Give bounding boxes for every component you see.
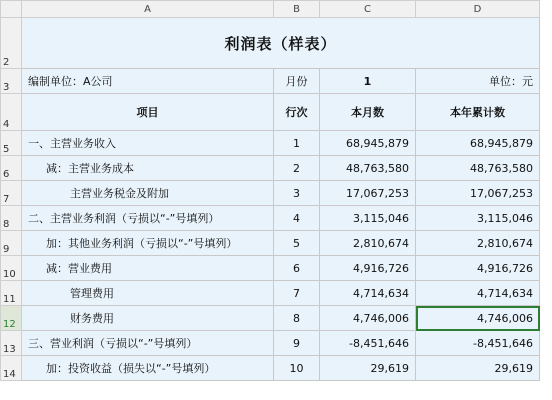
row-header[interactable]: 11 — [1, 281, 22, 306]
table-row — [1, 306, 540, 331]
ytd-cell[interactable]: 4,916,726 — [416, 256, 540, 281]
month-cell[interactable]: 2,810,674 — [320, 231, 416, 256]
line-cell[interactable]: 4 — [274, 206, 320, 231]
month-cell[interactable]: 3,115,046 — [320, 206, 416, 231]
line-cell[interactable]: 7 — [274, 281, 320, 306]
header-item-cell[interactable]: 项目 — [22, 94, 274, 131]
row-header[interactable]: 3 — [1, 69, 22, 94]
info-row — [1, 69, 540, 94]
ytd-cell[interactable]: 29,619 — [416, 356, 540, 381]
month-cell[interactable]: 68,945,879 — [320, 131, 416, 156]
item-cell[interactable]: 减：营业费用 — [22, 256, 274, 281]
item-cell[interactable]: 加：其他业务利润（亏损以“-”号填列） — [22, 231, 274, 256]
row-header[interactable]: 12 — [1, 306, 22, 331]
table-row — [1, 131, 540, 156]
month-cell[interactable]: 48,763,580 — [320, 156, 416, 181]
ytd-cell[interactable]: 2,810,674 — [416, 231, 540, 256]
ytd-cell[interactable]: 3,115,046 — [416, 206, 540, 231]
row-header[interactable]: 7 — [1, 181, 22, 206]
line-cell[interactable]: 1 — [274, 131, 320, 156]
row-header[interactable]: 4 — [1, 94, 22, 131]
month-cell[interactable]: -8,451,646 — [320, 331, 416, 356]
table-row — [1, 231, 540, 256]
table-header-row — [1, 94, 540, 131]
line-cell[interactable]: 6 — [274, 256, 320, 281]
table-row — [1, 256, 540, 281]
row-header[interactable]: 6 — [1, 156, 22, 181]
item-cell[interactable]: 管理费用 — [22, 281, 274, 306]
column-header-d[interactable]: D — [416, 1, 540, 18]
ytd-cell[interactable]: 48,763,580 — [416, 156, 540, 181]
month-cell[interactable]: 17,067,253 — [320, 181, 416, 206]
row-header[interactable]: 14 — [1, 356, 22, 381]
sheet-title-cell[interactable]: 利润表（样表） — [22, 18, 540, 69]
item-cell[interactable]: 减：主营业务成本 — [22, 156, 274, 181]
table-row — [1, 206, 540, 231]
month-cell[interactable]: 4,916,726 — [320, 256, 416, 281]
select-all-corner[interactable] — [1, 1, 22, 18]
ytd-cell[interactable]: -8,451,646 — [416, 331, 540, 356]
column-header-a[interactable]: A — [22, 1, 274, 18]
line-cell[interactable]: 3 — [274, 181, 320, 206]
item-cell[interactable]: 财务费用 — [22, 306, 274, 331]
table-row — [1, 356, 540, 381]
unit-cell[interactable]: 单位：元 — [416, 69, 540, 94]
ytd-cell[interactable]: 4,714,634 — [416, 281, 540, 306]
line-cell[interactable]: 8 — [274, 306, 320, 331]
column-header-b[interactable]: B — [274, 1, 320, 18]
ytd-cell-selected[interactable]: 4,746,006 — [416, 306, 540, 331]
row-header[interactable]: 10 — [1, 256, 22, 281]
item-cell[interactable]: 一、主营业务收入 — [22, 131, 274, 156]
row-header[interactable]: 13 — [1, 331, 22, 356]
header-month-cell[interactable]: 本月数 — [320, 94, 416, 131]
header-line-cell[interactable]: 行次 — [274, 94, 320, 131]
line-cell[interactable]: 9 — [274, 331, 320, 356]
table-row — [1, 281, 540, 306]
ytd-cell[interactable]: 17,067,253 — [416, 181, 540, 206]
month-cell[interactable]: 4,746,006 — [320, 306, 416, 331]
item-cell[interactable]: 主营业务税金及附加 — [22, 181, 274, 206]
company-cell[interactable]: 编制单位：A公司 — [22, 69, 274, 94]
item-cell[interactable]: 三、营业利润（亏损以“-”号填列） — [22, 331, 274, 356]
table-row — [1, 181, 540, 206]
row-header[interactable]: 5 — [1, 131, 22, 156]
ytd-cell[interactable]: 68,945,879 — [416, 131, 540, 156]
item-cell[interactable]: 加：投资收益（损失以“-”号填列） — [22, 356, 274, 381]
table-row — [1, 331, 540, 356]
table-row — [1, 156, 540, 181]
column-header-c[interactable]: C — [320, 1, 416, 18]
row-header[interactable]: 8 — [1, 206, 22, 231]
line-cell[interactable]: 10 — [274, 356, 320, 381]
line-cell[interactable]: 5 — [274, 231, 320, 256]
item-cell[interactable]: 二、主营业务利润（亏损以“-”号填列） — [22, 206, 274, 231]
column-header-row — [1, 1, 540, 18]
month-value-cell[interactable]: 1 — [320, 69, 416, 94]
header-ytd-cell[interactable]: 本年累计数 — [416, 94, 540, 131]
bottom-margin — [0, 382, 552, 400]
row-header[interactable]: 9 — [1, 231, 22, 256]
title-row — [1, 18, 540, 69]
month-cell[interactable]: 4,714,634 — [320, 281, 416, 306]
month-label-cell[interactable]: 月份 — [274, 69, 320, 94]
row-header[interactable]: 2 — [1, 18, 22, 69]
line-cell[interactable]: 2 — [274, 156, 320, 181]
month-cell[interactable]: 29,619 — [320, 356, 416, 381]
